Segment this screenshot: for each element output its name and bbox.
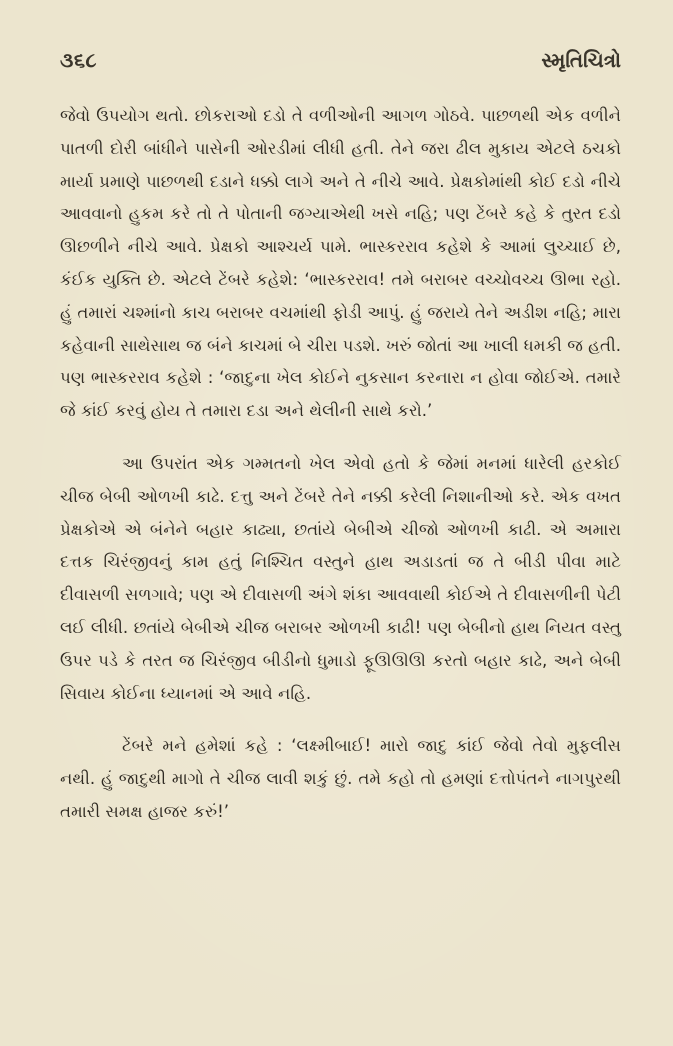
paragraph-3: ટેંબરે મને હમેશાં કહે : ‘લક્ષ્મીબાઈ! મારો જાદુ કાંઈ જેવો તેવો મુફલીસ નથી. હું જાદુથી માગો તે ચીજ લાવી શકું છું. તમે કહો તો હમણાં દત્તોપંતને નાગપુરથી તમારી સમક્ષ હાજર કરું!’ (60, 736, 621, 821)
paragraph-1: જેવો ઉપયોગ થતો. છોકરાઓ દડો તે વળીઓની આગળ ગોઠવે. પાછળથી એક વળીને પાતળી દોરી બાંધીને પાસેની ઓરડીમાં લીધી હતી. તેને જરા ઢીલ મુકાય એટલે ઠચકો માર્યા પ્રમાણે પાછળથી દડાને ધક્કો લાગે અને તે નીચે આવે. પ્રેક્ષકોમાંથી કોઈ દડો નીચે આવવાનો હુકમ કરે તો તે પોતાની જગ્યાએથી ખસે નહિ; પણ ટેંબરે કહે કે તુરત દડો ઊછળીને નીચે આવે. પ્રેક્ષકો આશ્ચર્ય પામે. ભાસ્કરરાવ કહેશે કે આમાં લુચ્ચાઈ છે, કંઈક યુક્તિ છે. એટલે ટેંબરે કહેશે: ‘ભાસ્કરરાવ! તમે બરાબર વચ્ચોવચ્ચ ઊભા રહો. હું તમારાં ચશ્માંનો કાચ બરાબર વચમાંથી ફોડી આપું. હું જરાયે તેને અડીશ નહિ; મારા કહેવાની સાથેસાથ જ બંને કાચમાં બે ચીરા પડશે. ખરું જોતાં આ ખાલી ધમકી જ હતી. પણ ભાસ્કરરાવ કહેશે : ‘જાદુના ખેલ કોઈને નુકસાન કરનારા ન હોવા જોઈએ. તમારે જે કાંઈ કરવું હોય તે તમારા દડા અને થેલીની સાથે કરો.’ (60, 106, 621, 421)
page-number: ૩૬૮ (60, 48, 98, 72)
body-text (60, 100, 621, 829)
running-title: સ્મૃતિચિત્રો (541, 48, 621, 72)
paragraph-2: આ ઉપરાંત એક ગમ્મતનો ખેલ એવો હતો કે જેમાં મનમાં ધારેલી હરકોઈ ચીજ બેબી ઓળખી કાઢે. દત્તુ અને ટેંબરે તેને નક્કી કરેલી નિશાનીઓ કરે. એક વખત પ્રેક્ષકોએ એ બંનેને બહાર કાઢ્યા, છતાંયે બેબીએ ચીજો ઓળખી કાઢી. એ અમારા દત્તક ચિરંજીવનું કામ હતું નિશ્ચિત વસ્તુને હાથ અડાડતાં જ તે બીડી પીવા માટે દીવાસળી સળગાવે; પણ એ દીવાસળી અંગે શંકા આવવાથી કોઈએ તે દીવાસળીની પેટી લઈ લીધી. છતાંયે બેબીએ ચીજ બરાબર ઓળખી કાઢી! પણ બેબીનો હાથ નિયત વસ્તુ ઉપર પડે કે તરત જ ચિરંજીવ બીડીનો ધુમાડો ફૂઊઊઊ કરતો બહાર કાઢે, અને બેબી સિવાય કોઈના ધ્યાનમાં એ આવે નહિ. (60, 453, 621, 703)
page-header (60, 48, 621, 88)
